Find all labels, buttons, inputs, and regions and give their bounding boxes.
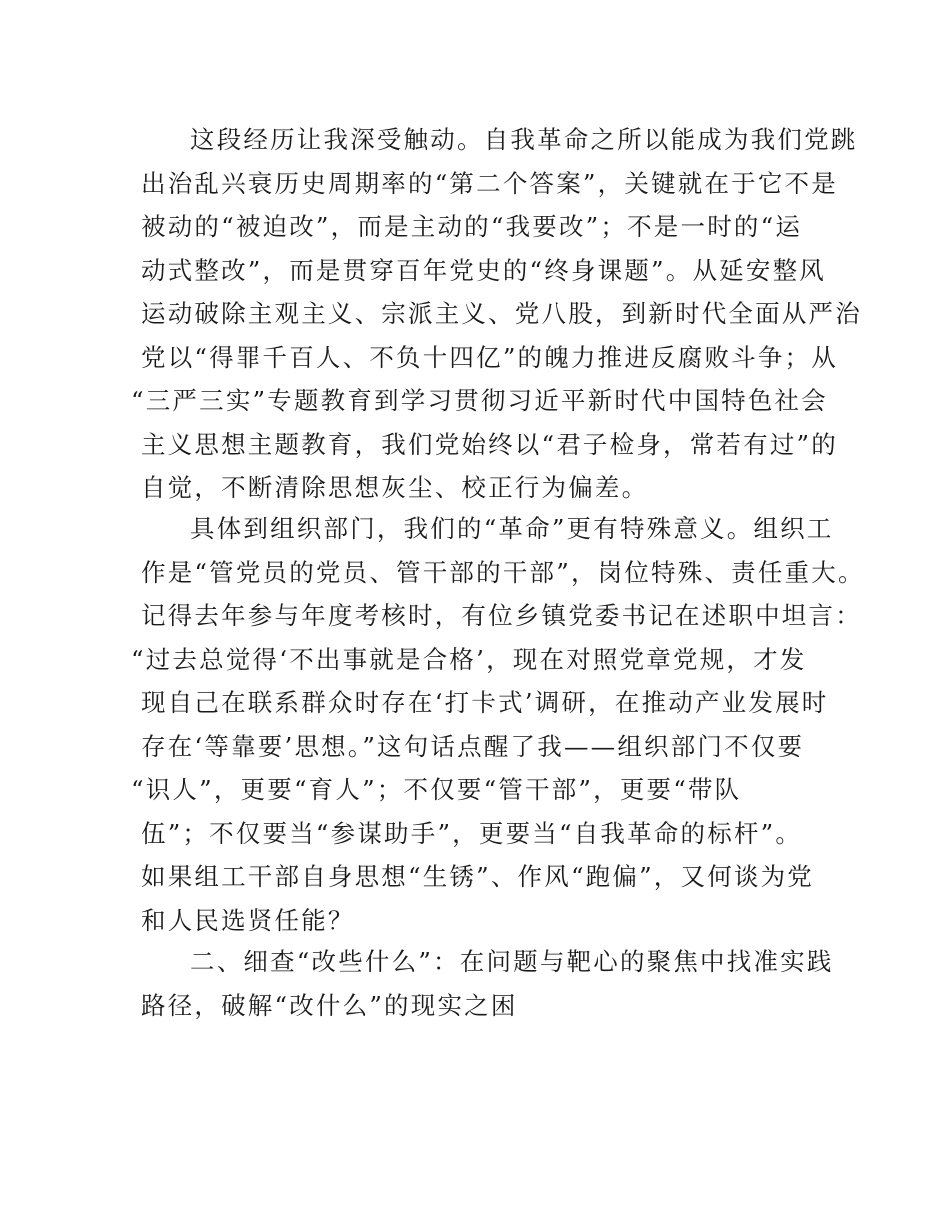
section-heading-what-to-change [141,940,834,1027]
text-line: 这段经历让我深受触动。自我革命之所以能成为我们党跳 [190,125,858,154]
text-line: 出治乱兴衰历史周期率的“第二个答案”，关键就在于它不是 [141,168,838,198]
text-line: 党以“得罪千百人、不负十四亿”的魄力推进反腐败斗争；从 [141,342,838,372]
text-line: 自觉，不断清除思想灰尘、校正行为偏差。 [141,473,649,502]
text-line: 如果组工干部自身思想“生锈”、作风“跑偏”，又何谈为党 [141,862,814,891]
text-line: “过去总觉得‘不出事就是合格’，现在对照党章党规，才发 [131,644,807,674]
text-line: 伍”；不仅要当“参谋助手”，更要当“自我革命的标杆”。 [141,818,803,848]
text-line: 被动的“被迫改”，而是主动的“我要改”；不是一时的“运 [141,212,803,241]
text-line: 二、细查“改些什么”：在问题与靶心的聚焦中找准实践 [190,947,834,976]
text-line: “识人”，更要“育人”；不仅要“管干部”，更要“带队 [131,775,742,804]
text-line: 作是“管党员的党员、管干部的干部”，岗位特殊、责任重大。 [141,557,865,587]
text-line: 和人民选贤任能？ [141,905,355,935]
text-line: 现自己在联系群众时存在‘打卡式’调研，在推动产业发展时 [141,688,829,717]
text-line: 动式整改”，而是贯穿百年党史的“终身课题”。从延安整风 [141,255,826,285]
text-line: 存在‘等靠要’思想。”这句话点醒了我——组织部门不仅要 [141,731,805,761]
text-line: 记得去年参与年度考核时，有位乡镇党委书记在述职中坦言： [141,601,862,630]
text-line: 路径，破解“改什么”的现实之困 [141,990,518,1020]
text-line: “三严三实”专题教育到学习贯彻习近平新时代中国特色社会 [131,386,828,415]
text-line: 运动破除主观主义、宗派主义、党八股，到新时代全面从严治 [141,299,862,328]
body-paragraph-organization-department [131,507,865,942]
body-paragraph-self-revolution [131,118,862,510]
text-line: 具体到组织部门，我们的“革命”更有特殊意义。组织工 [190,514,834,543]
text-line: 主义思想主题教育，我们党始终以“君子检身，常若有过”的 [141,429,838,459]
